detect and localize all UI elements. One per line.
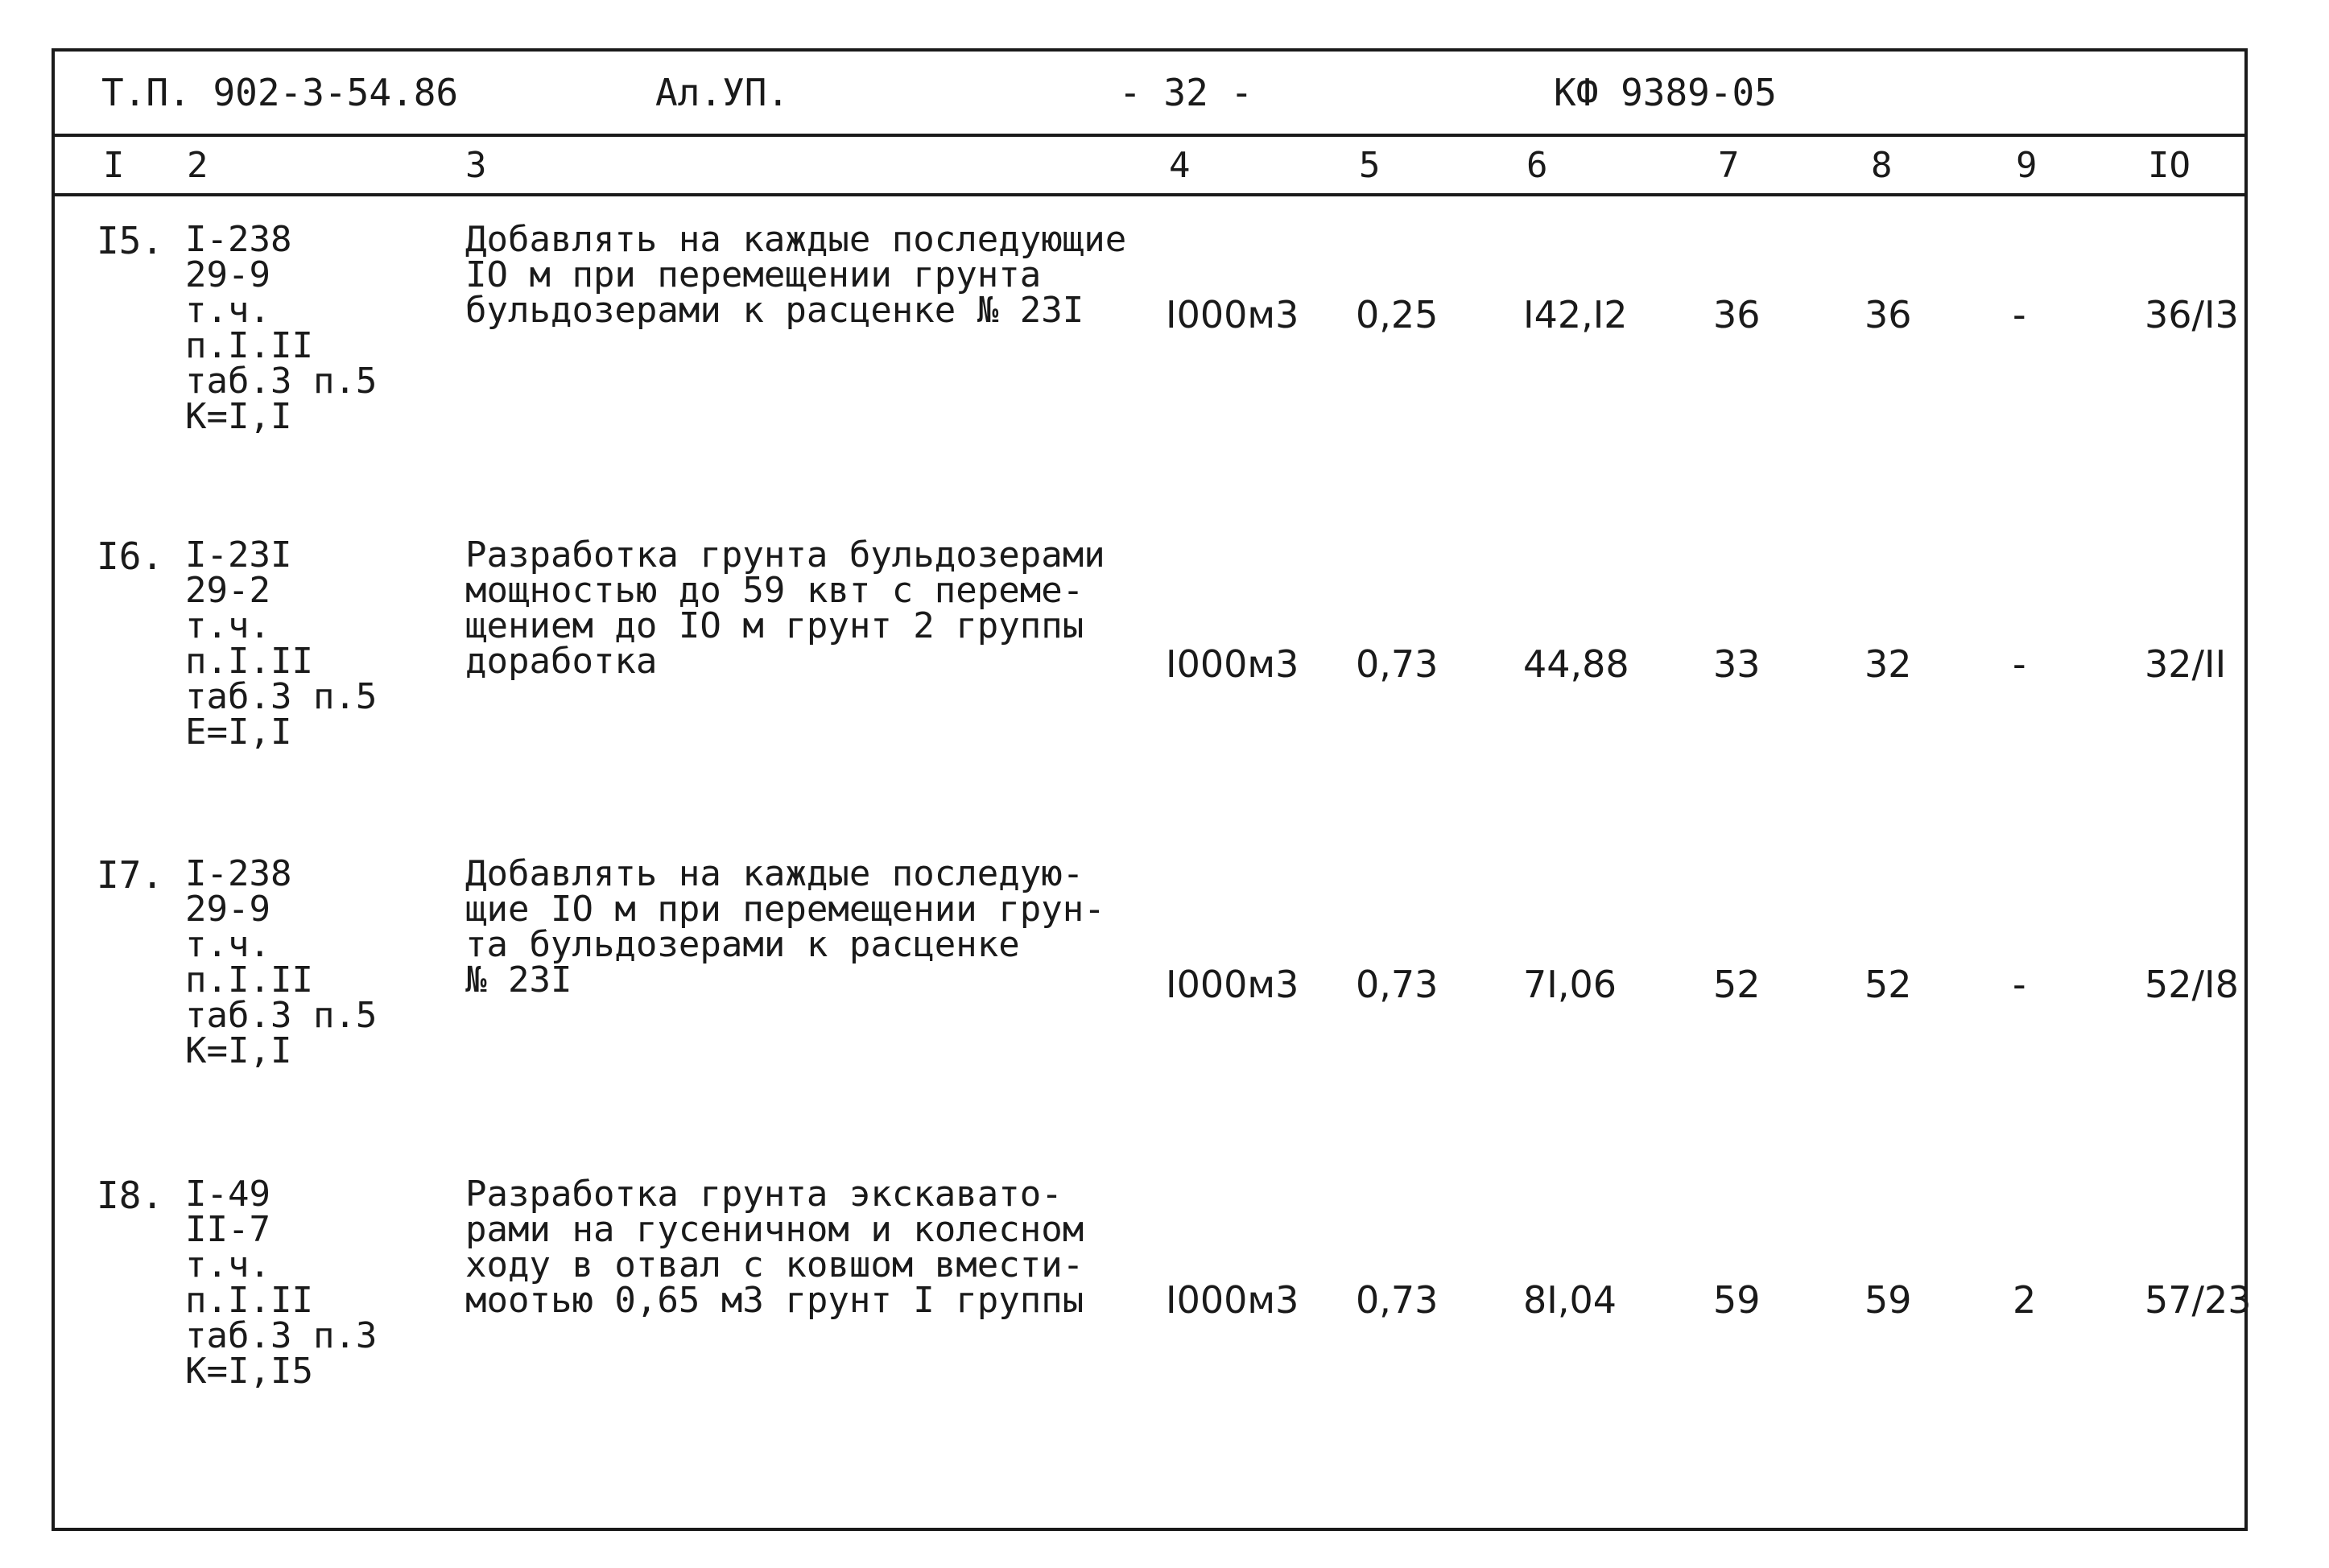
column-8-cell: 32 [1864, 642, 1912, 686]
rate-code-line: Е=I,I [185, 712, 292, 753]
description-line: мощностью до 59 квт с переме- [465, 570, 1084, 611]
unit-cell: I000м3 [1166, 1278, 1299, 1322]
column-8-cell: 59 [1864, 1278, 1912, 1322]
rate-code-line: п.I.II [185, 959, 313, 1001]
rate-code-line: т.ч. [185, 290, 270, 331]
column-number-7: 7 [1718, 145, 1740, 186]
rate-code-line: таб.3 п.3 [185, 1315, 378, 1356]
rate-code [185, 534, 378, 753]
rate-code-line: I-238 [185, 853, 292, 894]
column-number-8: 8 [1871, 145, 1893, 186]
column-9-cell: - [2013, 293, 2026, 336]
column-9-cell: - [2013, 642, 2026, 686]
rate-code-line: 29-9 [185, 889, 270, 930]
rate-code [185, 219, 378, 437]
quantity-cell: 0,73 [1356, 642, 1439, 686]
description-line: Добавлять на каждые последую- [465, 853, 1084, 894]
unit-cell: I000м3 [1166, 293, 1299, 336]
description-line: Разработка грунта экскавато- [465, 1174, 1063, 1215]
unit-price-cell: 8I,04 [1523, 1278, 1617, 1322]
column-number-1: I [103, 145, 125, 186]
column-numbers-divider [52, 193, 2248, 196]
column-8-cell: 52 [1864, 963, 1912, 1006]
rate-code [185, 1174, 378, 1392]
description-line: бульдозерами к расценке № 23I [465, 290, 1084, 331]
rate-code-line: К=I,I [185, 1030, 292, 1071]
page-number: - 32 - [1119, 71, 1253, 114]
description-line: моотью 0,65 м3 грунт I группы [465, 1280, 1084, 1321]
work-description [465, 534, 1105, 682]
description-line: Добавлять на каждые последующие [465, 219, 1127, 260]
row-number: I7. [97, 853, 164, 897]
work-description [465, 1174, 1084, 1321]
rate-code-line: К=I,I [185, 396, 292, 437]
column-number-4: 4 [1169, 145, 1191, 186]
unit-cell: I000м3 [1166, 642, 1299, 686]
rate-code-line: п.I.II [185, 641, 313, 682]
rate-code-line: таб.3 п.5 [185, 995, 378, 1036]
rate-code-line: I-23I [185, 534, 292, 576]
description-line: щие IO м при перемещении грун- [465, 889, 1105, 930]
rate-code-line: т.ч. [185, 1244, 270, 1285]
rate-code-line: т.ч. [185, 924, 270, 965]
rate-code-line: I-49 [185, 1174, 270, 1215]
column-8-cell: 36 [1864, 293, 1912, 336]
rate-code-line: I-238 [185, 219, 292, 260]
description-line: Разработка грунта бульдозерами [465, 534, 1105, 576]
header-divider [52, 134, 2248, 137]
column-7-cell: 59 [1713, 1278, 1761, 1322]
work-description [465, 853, 1105, 1001]
quantity-cell: 0,73 [1356, 963, 1439, 1006]
description-line: рами на гусеничном и колесном [465, 1209, 1084, 1250]
document-code: КФ 9389-05 [1554, 71, 1777, 114]
quantity-cell: 0,25 [1356, 293, 1439, 336]
column-7-cell: 52 [1713, 963, 1761, 1006]
column-10-cell: 57/23 [2145, 1278, 2252, 1322]
unit-cell: I000м3 [1166, 963, 1299, 1006]
row-number: I6. [97, 534, 164, 578]
description-line: IO м при перемещении грунта [465, 254, 1042, 295]
album-number: Ал.УП. [655, 71, 790, 114]
rate-code-line: п.I.II [185, 325, 313, 366]
rate-code-line: К=I,I5 [185, 1351, 313, 1392]
rate-code-line: таб.3 п.5 [185, 361, 378, 402]
rate-code-line: II-7 [185, 1209, 270, 1250]
rate-code-line: 29-9 [185, 254, 270, 295]
rate-code [185, 853, 378, 1071]
column-7-cell: 36 [1713, 293, 1761, 336]
document-reference: Т.П. 902-3-54.86 [101, 71, 459, 114]
page-frame [52, 48, 2248, 1531]
rate-code-line: 29-2 [185, 570, 270, 611]
unit-price-cell: I42,I2 [1523, 293, 1628, 336]
rate-code-line: т.ч. [185, 605, 270, 646]
column-number-5: 5 [1359, 145, 1381, 186]
column-number-10: IO [2148, 145, 2191, 186]
unit-price-cell: 7I,06 [1523, 963, 1617, 1006]
description-line: доработка [465, 641, 658, 682]
column-7-cell: 33 [1713, 642, 1761, 686]
column-number-3: 3 [465, 145, 487, 186]
rate-code-line: п.I.II [185, 1280, 313, 1321]
rate-code-line: таб.3 п.5 [185, 676, 378, 717]
description-line: щением до IO м грунт 2 группы [465, 605, 1084, 646]
description-line: № 23I [465, 959, 572, 1001]
column-10-cell: 32/II [2145, 642, 2227, 686]
work-description [465, 219, 1127, 331]
column-10-cell: 52/I8 [2145, 963, 2239, 1006]
column-number-2: 2 [187, 145, 209, 186]
column-number-6: 6 [1526, 145, 1548, 186]
description-line: ходу в отвал с ковшом вмести- [465, 1244, 1084, 1285]
column-9-cell: - [2013, 963, 2026, 1006]
column-9-cell: 2 [2013, 1278, 2037, 1322]
unit-price-cell: 44,88 [1523, 642, 1629, 686]
row-number: I5. [97, 219, 164, 262]
column-10-cell: 36/I3 [2145, 293, 2239, 336]
row-number: I8. [97, 1174, 164, 1217]
description-line: та бульдозерами к расценке [465, 924, 1020, 965]
quantity-cell: 0,73 [1356, 1278, 1439, 1322]
column-number-9: 9 [2016, 145, 2038, 186]
